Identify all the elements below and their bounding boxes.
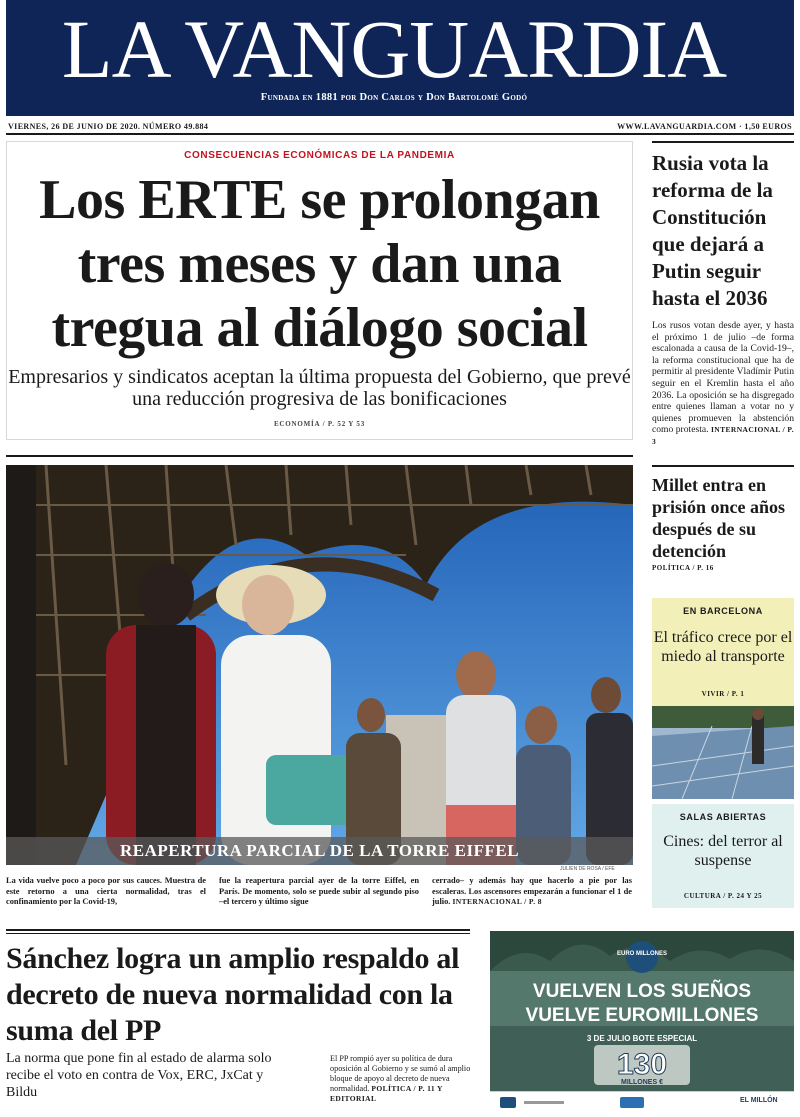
newspaper-title: LA VANGUARDIA xyxy=(61,3,727,95)
eiffel-tower-photo xyxy=(6,465,633,865)
cinema-headline[interactable]: Cines: del terror al suspense xyxy=(663,833,783,869)
barcelona-headline[interactable]: El tráfico crece por el miedo al transporte xyxy=(653,629,793,665)
millet-ref: POLÍTICA / P. 16 xyxy=(652,564,714,572)
russia-body xyxy=(652,320,794,448)
barcelona-street-photo xyxy=(652,706,794,799)
bottom-headline[interactable]: Sánchez logra un amplio respaldo al decreto de nueva normalidad con la suma del PP xyxy=(6,942,460,1047)
russia-body-text: Los rusos votan desde ayer, y hasta el próximo 1 de julio –de forma escalonada a causa de la Covid-19–, la reforma constitucional que ha de permitir al presidente Vladímir Putin seguir en el Kremlin hasta el año 2036. La oposición se ha disgregado entre quienes llaman a votar no y quienes promueven la abstención como protesta. xyxy=(652,320,794,436)
lead-headline[interactable]: Los ERTE se prolongan tres meses y dan una tregua al diálogo social xyxy=(39,169,600,359)
lottery-logo-icon xyxy=(500,1097,516,1108)
divider xyxy=(6,929,470,931)
photo-credit: JULIEN DE ROSA / EFE xyxy=(560,866,615,872)
ad-line2: VUELVE EUROMILLONES xyxy=(525,1005,759,1026)
divider xyxy=(6,133,794,135)
divider xyxy=(652,465,794,467)
ad-line1: VUELVEN LOS SUEÑOS xyxy=(532,981,752,1002)
ad-footer-text: EL MILLÓN xyxy=(740,1097,778,1104)
photo-caption: REAPERTURA PARCIAL DE LA TORRE EIFFEL xyxy=(6,837,633,865)
millet-headline[interactable]: Millet entra en prisión once años después de su detención xyxy=(652,475,786,561)
lead-subhead: Empresarios y sindicatos aceptan la última propuesta del Gobierno, que prevé una reducción progresiva de las bonificaciones xyxy=(8,366,631,410)
photo-text-col2: fue la reapertura parcial ayer de la torre Eiffel, en París. De momento, solo se puede subir al segundo piso –el tercero y último sigue xyxy=(219,876,419,907)
cinema-label: SALAS ABIERTAS xyxy=(679,812,767,822)
ad-artwork xyxy=(490,931,794,1091)
barcelona-ref: VIVIR / P. 1 xyxy=(701,690,745,698)
photo-text-col3 xyxy=(432,876,632,908)
divider xyxy=(652,141,794,143)
photo-illustration xyxy=(6,465,633,865)
barcelona-label: EN BARCELONA xyxy=(683,606,763,616)
ad-brand: EURO MILLONES xyxy=(616,951,668,957)
cinema-ref: CULTURA / P. 24 Y 25 xyxy=(683,892,763,900)
photo-text-col3-body: cerrado– y además hay que hacerlo a pie por las escaleras. Los ascensores empezarán a funcionar el 1 de julio. xyxy=(432,876,632,907)
ad-amount-unit: MILLONES € xyxy=(620,1079,664,1086)
ad-line3: 3 DE JULIO BOTE ESPECIAL xyxy=(586,1034,698,1043)
euromillones-advertisement[interactable] xyxy=(490,931,794,1091)
lead-kicker: CONSECUENCIAS ECONÓMICAS DE LA PANDEMIA xyxy=(184,150,455,161)
photo-text-ref: INTERNACIONAL / P. 8 xyxy=(452,897,542,907)
bottom-body xyxy=(330,1054,472,1104)
loterias-logo-icon xyxy=(620,1097,644,1108)
lead-section-ref: ECONOMÍA / P. 52 Y 53 xyxy=(273,420,366,428)
divider xyxy=(6,933,470,934)
bottom-ref: POLÍTICA / P. 11 Y EDITORIAL xyxy=(330,1084,443,1103)
bottom-body-text: El PP rompió ayer su política de dura oposición al Gobierno y se sumó al amplio bloque de apoyo al decreto de nueva normalidad. xyxy=(330,1054,471,1093)
dateline: VIERNES, 26 DE JUNIO DE 2020. NÚMERO 49.884 xyxy=(8,122,209,131)
footer-bar-icon xyxy=(524,1101,564,1104)
masthead-tagline: Fundada en 1881 por Don Carlos y Don Bartolomé Godó xyxy=(260,92,528,103)
russia-ref: INTERNACIONAL / P. 3 xyxy=(652,425,794,446)
divider xyxy=(6,455,633,457)
ad-footer xyxy=(490,1091,794,1113)
website-price: WWW.LAVANGUARDIA.COM · 1,50 EUROS xyxy=(617,122,792,131)
bottom-subhead: La norma que pone fin al estado de alarma solo recibe el voto en contra de Vox, ERC, JxCat y Bildu xyxy=(6,1051,272,1100)
ad-amount: 130 xyxy=(616,1048,668,1081)
photo-text-col1: La vida vuelve poco a poco por sus cauces. Muestra de este retorno a una cierta normalidad, tras el confinamiento por la Covid-19, xyxy=(6,876,206,907)
street-illustration xyxy=(652,706,794,799)
russia-headline[interactable]: Rusia vota la reforma de la Constitución que dejará a Putin seguir hasta el 2036 xyxy=(652,151,773,310)
